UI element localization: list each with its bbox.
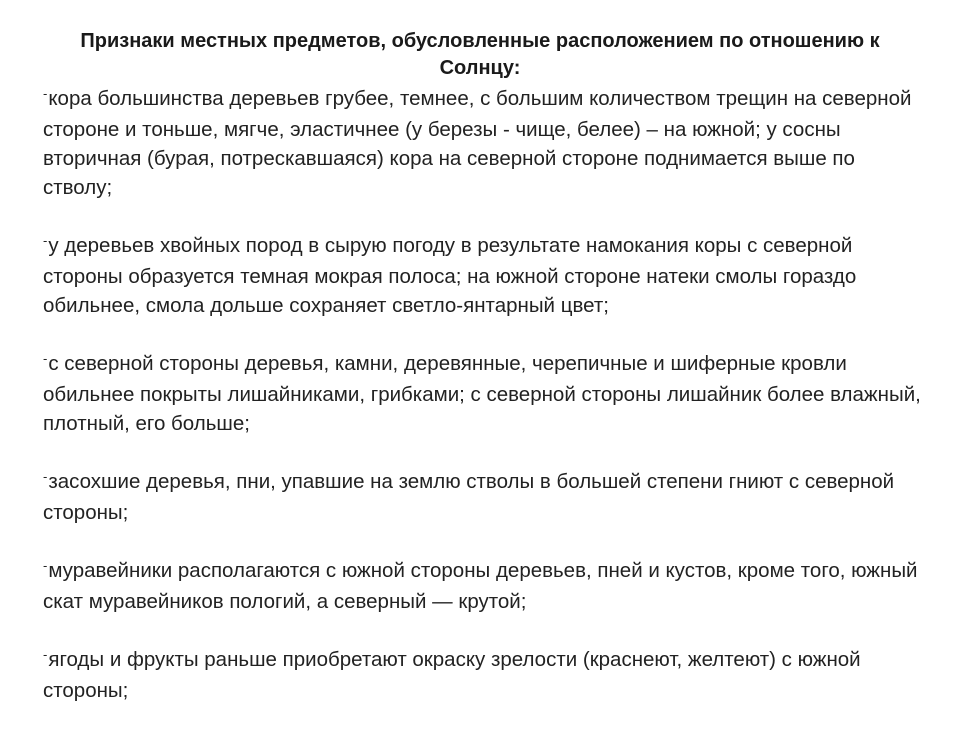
list-item (43, 645, 923, 705)
slide-title: Признаки местных предметов, обусловленные расположением по отношению к Солнцу: (80, 30, 880, 79)
list-item-text: ягоды и фрукты раньше приобретают окраску зрелости (краснеют, желтеют) с южной стороны; (43, 648, 861, 702)
list-item (43, 349, 923, 438)
list-item-text: кора большинства деревьев грубее, темнее, с большим количеством трещин на северной стороне и тоньше, мягче, эластичнее (у березы - чище, белее) – на южной; у сосны вторичная (бурая, потрескавшаяся) кора на северной стороне поднимается выше по стволу; (43, 87, 912, 199)
list-item (43, 556, 923, 616)
list-item (43, 467, 923, 527)
bullet-marker: - (43, 647, 48, 662)
bullet-list (43, 84, 923, 734)
list-item (43, 231, 923, 320)
bullet-marker: - (43, 558, 48, 573)
list-item (43, 84, 923, 202)
list-item-text: засохшие деревья, пни, упавшие на землю стволы в большей степени гниют с северной стороны; (43, 470, 895, 524)
list-item-text: у деревьев хвойных пород в сырую погоду в результате намокания коры с северной стороны образуется темная мокрая полоса; на южной стороне натеки смолы гораздо обильнее, смола дольше сохраняет светло-янтарный цвет; (43, 234, 857, 317)
bullet-marker: - (43, 469, 48, 484)
bullet-marker: - (43, 86, 48, 101)
list-item-text: с северной стороны деревья, камни, деревянные, черепичные и шиферные кровли обильнее покрыты лишайниками, грибками; с северной стороны лишайник более влажный, плотный, его больше; (43, 352, 921, 435)
bullet-marker: - (43, 351, 48, 366)
list-item-text: муравейники располагаются с южной стороны деревьев, пней и кустов, кроме того, южный скат муравейников пологий, а северный — крутой; (43, 559, 918, 613)
bullet-marker: - (43, 233, 48, 248)
